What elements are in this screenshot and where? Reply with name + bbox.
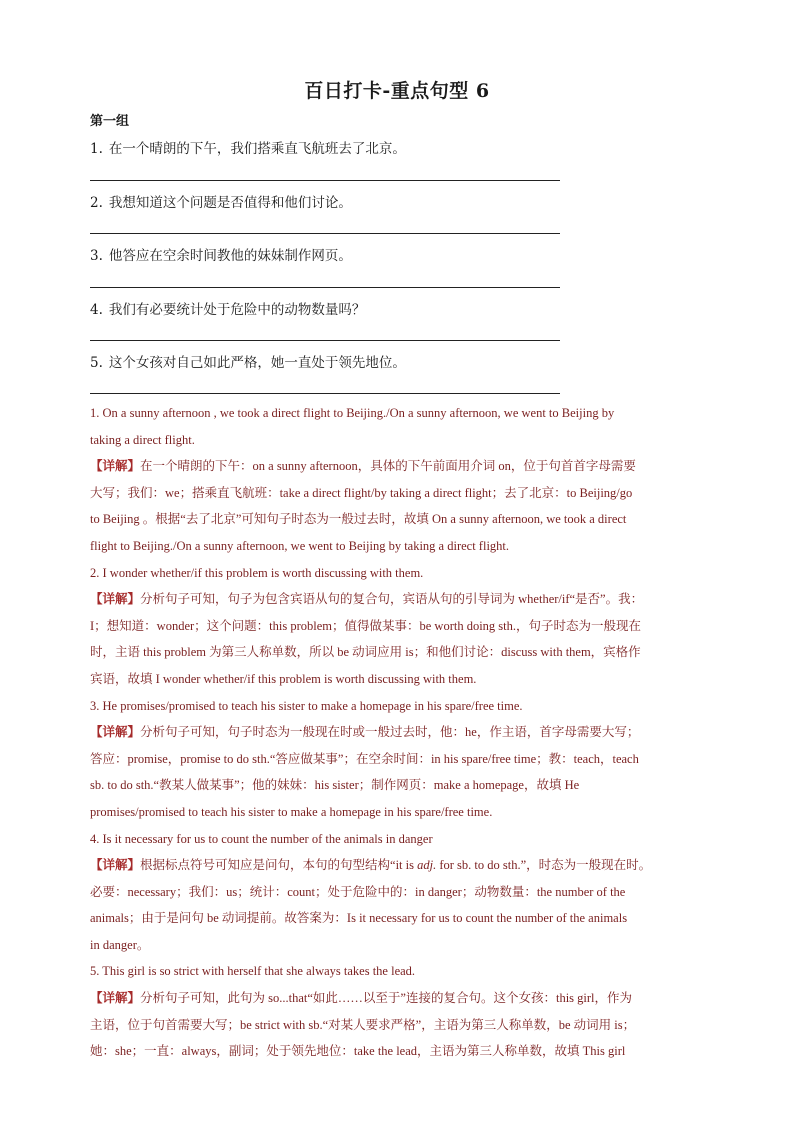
detail-1-line-2: 大写；我们：we；搭乘直飞航班：take a direct flight/by taking a direct flight；去了北京：to Beijing/go [90,485,633,500]
detail-3-line-4: promises/promised to teach his sister to make a homepage in his spare/free time. [90,804,493,819]
detail-tag: 【详解】 [90,991,141,1006]
answer-blank-1[interactable] [90,180,560,181]
answer-blank-5[interactable] [90,393,560,394]
question-1: 1. 在一个晴朗的下午，我们搭乘直飞航班去了北京。 [90,141,406,157]
detail-5-line-1: 【详解】分析句子可知，此句为 so...that“如此……以至于”连接的复合句。这个女孩：this girl，作为 [90,991,633,1006]
detail-4-line-1: 【详解】根据标点符号可知应是问句，本句的句型结构“it is adj. for sb. to do sth.”，时态为一般现在时。 [90,858,652,873]
detail-4-line-3: animals；由于是问句 be 动词提前。故答案为：Is it necessary for us to count the number of the animals [90,911,628,926]
detail-tag: 【详解】 [90,858,141,873]
detail-4-line-2: 必要：necessary；我们：us；统计：count；处于危险中的：in danger；动物数量：the number of the [90,884,626,899]
detail-3-line-1: 【详解】分析句子可知，句子时态为一般现在时或一般过去时，他：he，作主语，首字母需要大写； [90,725,640,740]
answer-blank-4[interactable] [90,340,560,341]
question-5: 5. 这个女孩对自己如此严格，她一直处于领先地位。 [90,355,406,371]
question-2: 2. 我想知道这个问题是否值得和他们讨论。 [90,195,352,211]
answer-2-line-1: 2. I wonder whether/if this problem is worth discussing with them. [90,565,424,580]
page-title: 百日打卡-重点句型 6 [304,80,490,102]
detail-4-line-4: in danger。 [90,937,150,952]
question-4: 4. 我们有必要统计处于危险中的动物数量吗？ [90,302,366,318]
answer-blank-2[interactable] [90,233,560,234]
detail-5-line-3: 她：she；一直：always，副词；处于领先地位：take the lead，主语为第三人称单数，故填 This girl [90,1044,626,1059]
detail-1-line-1: 【详解】在一个晴朗的下午：on a sunny afternoon，具体的下午前面用介词 on，位于句首首字母需要 [90,459,636,474]
question-3: 3. 他答应在空余时间教他的妹妹制作网页。 [90,248,352,264]
detail-tag: 【详解】 [90,459,141,474]
detail-tag: 【详解】 [90,725,141,740]
answer-key [90,400,712,1065]
detail-5-line-2: 主语，位于句首需要大写；be strict with sb.“对某人要求严格”，主语为第三人称单数，be 动词用 is； [90,1017,636,1032]
answer-1-line-1: 1. On a sunny afternoon , we took a direct flight to Beijing./On a sunny afternoon, we went to Beijing by [90,406,615,420]
detail-1-line-4: flight to Beijing./On a sunny afternoon, we went to Beijing by taking a direct flight. [90,538,510,553]
group-label: 第一组 [90,114,130,129]
detail-2-line-1: 【详解】分析句子可知，句子为包含宾语从句的复合句，宾语从句的引导词为 whether/if“是否”。我： [90,592,644,607]
answer-3-line-1: 3. He promises/promised to teach his sister to make a homepage in his spare/free time. [90,698,523,713]
answer-1-line-2: taking a direct flight. [90,432,195,447]
answer-blank-3[interactable] [90,287,560,288]
detail-2-line-2: I；想知道：wonder；这个问题：this problem；值得做某事：be worth doing sth.，句子时态为一般现在 [90,618,642,633]
detail-3-line-3: sb. to do sth.“教某人做某事”；他的妹妹：his sister；制作网页：make a homepage，故填 He [90,778,580,793]
answer-4-line-1: 4. Is it necessary for us to count the number of the animals in danger [90,831,433,846]
answer-5-line-1: 5. This girl is so strict with herself that she always takes the lead. [90,964,416,979]
detail-1-line-3: to Beijing 。根据“去了北京”可知句子时态为一般过去时，故填 On a sunny afternoon, we took a direct [90,512,627,527]
detail-2-line-3: 时，主语 this problem 为第三人称单数，所以 be 动词应用 is；和他们讨论：discuss with them，宾格作 [90,645,641,660]
detail-3-line-2: 答应：promise，promise to do sth.“答应做某事”；在空余时间：in his spare/free time；教：teach，teach [90,751,639,766]
detail-tag: 【详解】 [90,592,141,607]
detail-2-line-4: 宾语，故填 I wonder whether/if this problem is worth discussing with them. [90,671,477,686]
